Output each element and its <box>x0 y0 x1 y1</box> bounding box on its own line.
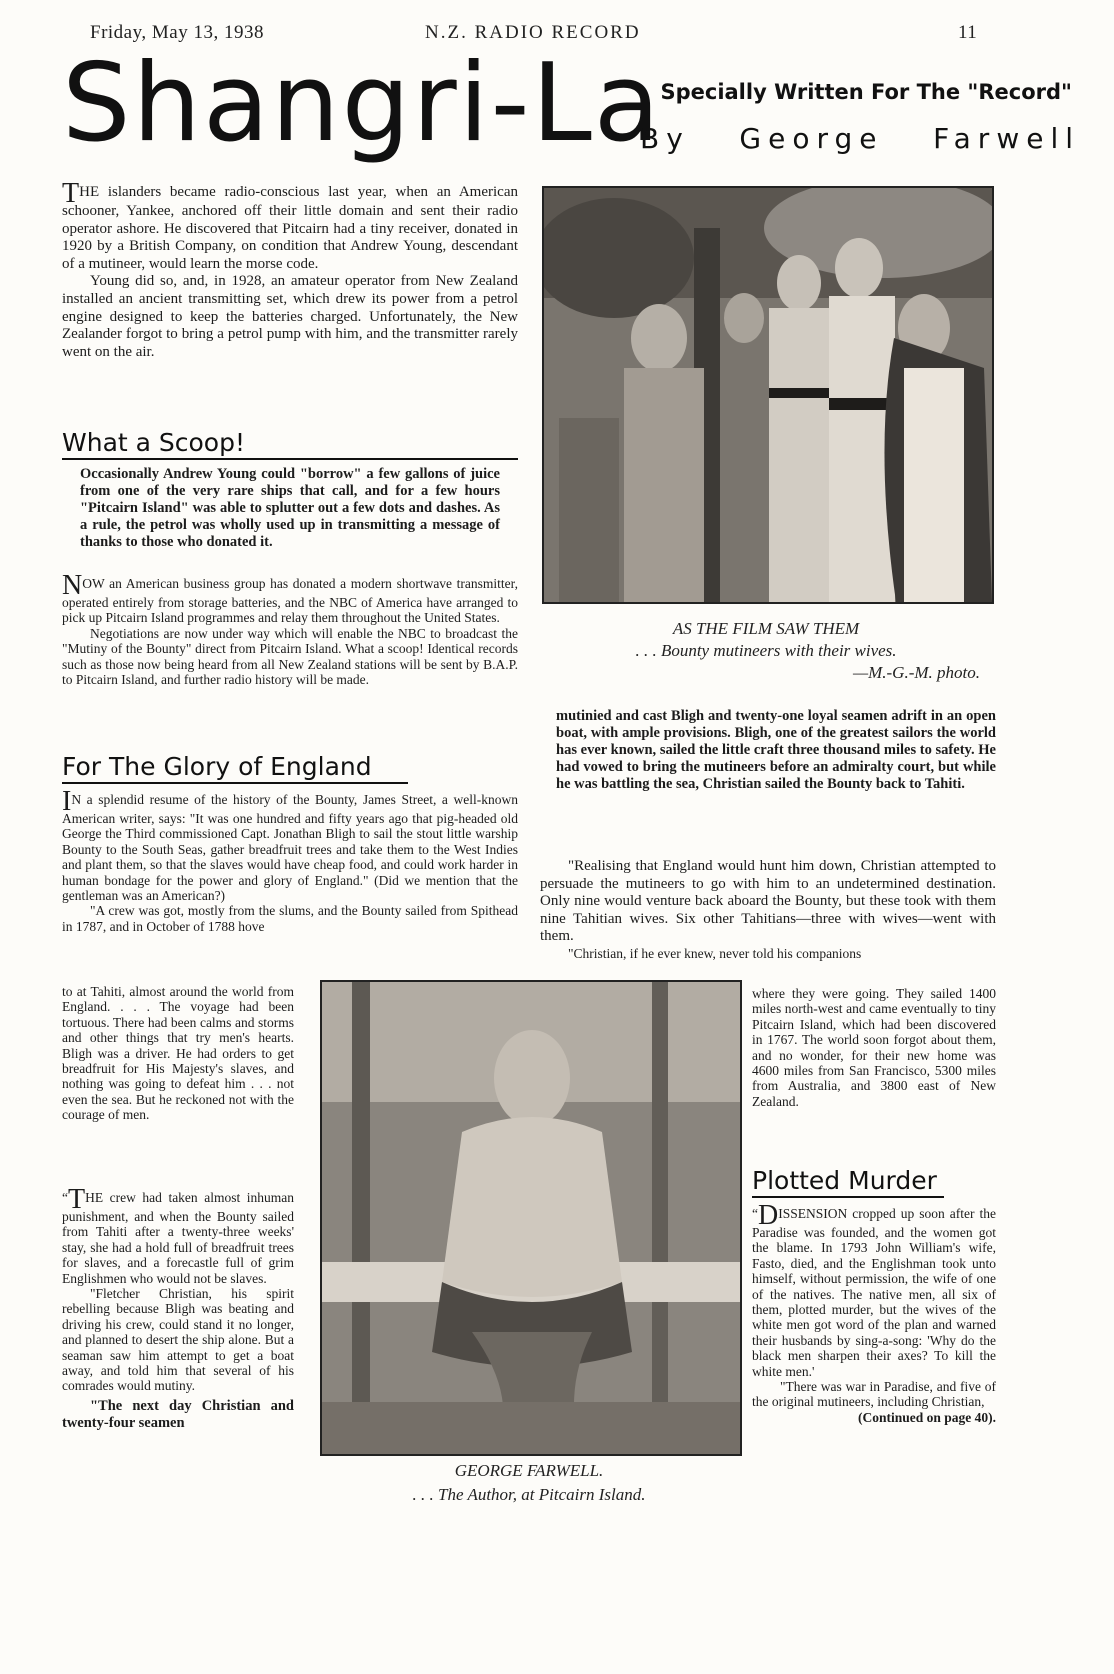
mutineers-image <box>544 188 992 602</box>
author-photo <box>320 980 742 1456</box>
glory-paragraph-5: "Fletcher Christian, his spirit rebelling because Bligh was beating and driving his crew, could stand it no longer, and planned to desert the ship alone. But a seaman saw him attempt to get a boat away, and told him that several of his comrades would mutiny. <box>62 1286 294 1394</box>
film-still-photo <box>542 186 994 604</box>
murder-paragraph-2: "There was war in Paradise, and five of the original mutineers, including Christian, <box>752 1379 996 1410</box>
publication-name: N.Z. RADIO RECORD <box>425 22 641 43</box>
intro-paragraph-2: Young did so, and, in 1928, an amateur operator from New Zealand installed an ancient transmitting set, which drew its power from a petrol engine designed to keep the batteries charged. Unfortunately, the New Zealander forgot to bring a petrol pump with him, and the transmitter rarely went on the air. <box>62 273 518 360</box>
page-number: 11 <box>958 22 978 43</box>
subhead-what-a-scoop: What a Scoop! <box>62 428 518 460</box>
glory-section-bottom: “THE crew had taken almost inhuman punishment, and when the Bounty sailed from Tahiti after a twenty-three weeks' stay, she had a hold full of breadfruit trees for slaves, and a forecastle full of grim Englishmen who would not be slaves. "Fletcher Christian, his spirit rebelling because Bligh was beating and driving his crew, could stand it no longer, and planned to desert the ship alone. But a seaman saw him attempt to get a boat away, and told him that several of his comrades would mutiny. "The next day Christian and twenty-four seamen <box>62 1184 294 1431</box>
intro-paragraph-1: HE islanders became radio-conscious last year, when an American schooner, Yankee, anchored off their little domain and sent their radio operator ashore. He discovered that Pitcairn had a tiny receiver, donated in 1920 by a British Company, on condition that Andrew Young, descendant of a mutineer, would learn the morse code. <box>62 184 518 272</box>
right-column-bold-paragraph: mutinied and cast Bligh and twenty-one loyal seamen adrift in an open boat, with ample provisions. Bligh, one of the greatest sailors the world has ever known, sailed the little craft three thousand miles to safety. He had vowed to bring the mutineers before an admiralty court, but while he was battling the sea, Christian sailed the Bounty back to Tahiti. <box>556 708 996 792</box>
scoop-paragraph-2: Negotiations are now under way which will enable the NBC to broadcast the "Mutiny of the Bounty" direct from Pitcairn Island. What a scoop! Identical records such as those now being heard from all New Zealand stations will be sent by B.A.P. to Pitcairn Island, and further radio history will be made. <box>62 625 518 688</box>
glory-section-top <box>62 786 518 934</box>
right-column-section <box>540 858 996 961</box>
glory-paragraph-1: N a splendid resume of the history of the Bounty, James Street, a well-known American writer, says: "It was one hundred and fifty years ago that pig-headed old George the Third commissioned Capt. Jonathan Bligh to sail the stout little warship Bounty to the South Seas, gather breadfruit trees and take them to the West Indies and plant them, so that the slaves would have cheap food, and could work harder in human bondage for the power and glory of England." (Did we mention that the gentleman was an American?) <box>62 792 518 904</box>
author-caption-title: GEORGE FARWELL. <box>454 1461 604 1480</box>
intro-section <box>62 178 518 361</box>
dropcap: I <box>62 786 72 817</box>
film-still-caption-sub: . . . Bounty mutineers with their wives. <box>635 641 897 660</box>
dropcap: T <box>68 1184 86 1215</box>
author-caption-sub: . . . The Author, at Pitcairn Island. <box>412 1485 646 1504</box>
dropcap: T <box>62 178 80 209</box>
glory-paragraph-4: HE crew had taken almost inhuman punishment, and when the Bounty sailed from Tahiti after a twenty-three weeks' stay, she had a hold full of breadfruit trees for slaves, and a forecastle full of grim Englishmen who would not be slaves. <box>62 1190 294 1286</box>
specially-written-line: Specially Written For The "Record" <box>660 80 1072 104</box>
scoop-section <box>62 570 518 688</box>
scoop-bold-paragraph: Occasionally Andrew Young could "borrow" a few gallons of juice from one of the very rare ships that call, and for a few hours "Pitcairn Island" was able to splutter out a few dots and dashes. As a rule, the petrol was wholly used up in transmitting a message of thanks to those who donated it. <box>80 466 500 550</box>
right-column-paragraph-2: "Christian, if he ever knew, never told his companions <box>568 945 862 961</box>
subhead-glory-of-england: For The Glory of England <box>62 752 408 784</box>
author-image <box>322 982 740 1454</box>
byline: By George Farwell <box>640 122 1080 155</box>
continued-note: (Continued on page 40). <box>857 1409 996 1425</box>
murder-section: “DISSENSION cropped up soon after the Paradise was founded, and the women got the blame. In 1793 John William's wife, Fasto, died, and the Englishman took unto himself, without permission, the wife of one of the natives. The native men, all six of them, plotted murder, but the wives of the white men got word of the plan and warned their husbands by sing-a-song: 'Why do the black men sharpen their axes? To kill the white men.' "There was war in Paradise, and five of the original mutineers, including Christian, (Continued on page 40). <box>752 1200 996 1425</box>
subhead-plotted-murder: Plotted Murder <box>752 1166 944 1198</box>
scoop-paragraph-1: OW an American business group has donated a modern shortwave transmitter, operated entirely from storage batteries, and the NBC of America have arranged to pick up Pitcairn Island programmes and relay them throughout the United States. <box>62 576 518 626</box>
page-title: Shangri-La <box>62 41 662 166</box>
murder-paragraph-1: ISSENSION cropped up soon after the Paradise was founded, and the women got the blame. In 1793 John William's wife, Fasto, died, and the Englishman took unto himself, without permission, the wife of one of the natives. The native men, all six of them, plotted murder, but the wives of the white men got word of the plan and warned their husbands by sing-a-song: 'Why do the black men sharpen their axes? To kill the white men.' <box>752 1206 996 1379</box>
glory-paragraph-3: to at Tahiti, almost around the world from England. . . . The voyage had been tortuous. There had been calms and storms and other things that try men's hearts. Bligh was a driver. He had orders to get breadfruit for His Majesty's slaves, and nothing was going to defeat him . . . not even the sea. But he reckoned not with the courage of men. <box>62 984 294 1123</box>
glory-paragraph-2: "A crew was got, mostly from the slums, and the Bounty sailed from Spithead in 1787, and in October of 1788 hove <box>62 903 518 934</box>
issue-date: Friday, May 13, 1938 <box>90 22 264 43</box>
film-still-caption-title: AS THE FILM SAW THEM <box>672 619 860 638</box>
glory-section-narrow <box>62 984 294 1123</box>
dropcap: D <box>758 1200 779 1231</box>
right-column-narrow <box>752 986 996 1109</box>
glory-paragraph-6: "The next day Christian and twenty-four seamen <box>62 1397 294 1431</box>
film-still-credit: —M.-G.-M. photo. <box>852 663 980 682</box>
right-column-paragraph-1: "Realising that England would hunt him down, Christian attempted to persuade the mutineers to go with him to an undetermined destination. Only nine would venture back aboard the Bounty, but these took with them nine Tahitian wives. Six other Tahitians—three with wives—went with them. <box>540 858 996 945</box>
dropcap: N <box>62 570 83 601</box>
right-column-paragraph-3: where they were going. They sailed 1400 miles north-west and came eventually to tiny Pitcairn Island, which had been discovered in 1767. The world soon forgot about them, and no wonder, for their new home was 4600 miles from San Francisco, 5300 miles from Australia, and 3800 east of New Zealand. <box>752 986 996 1109</box>
